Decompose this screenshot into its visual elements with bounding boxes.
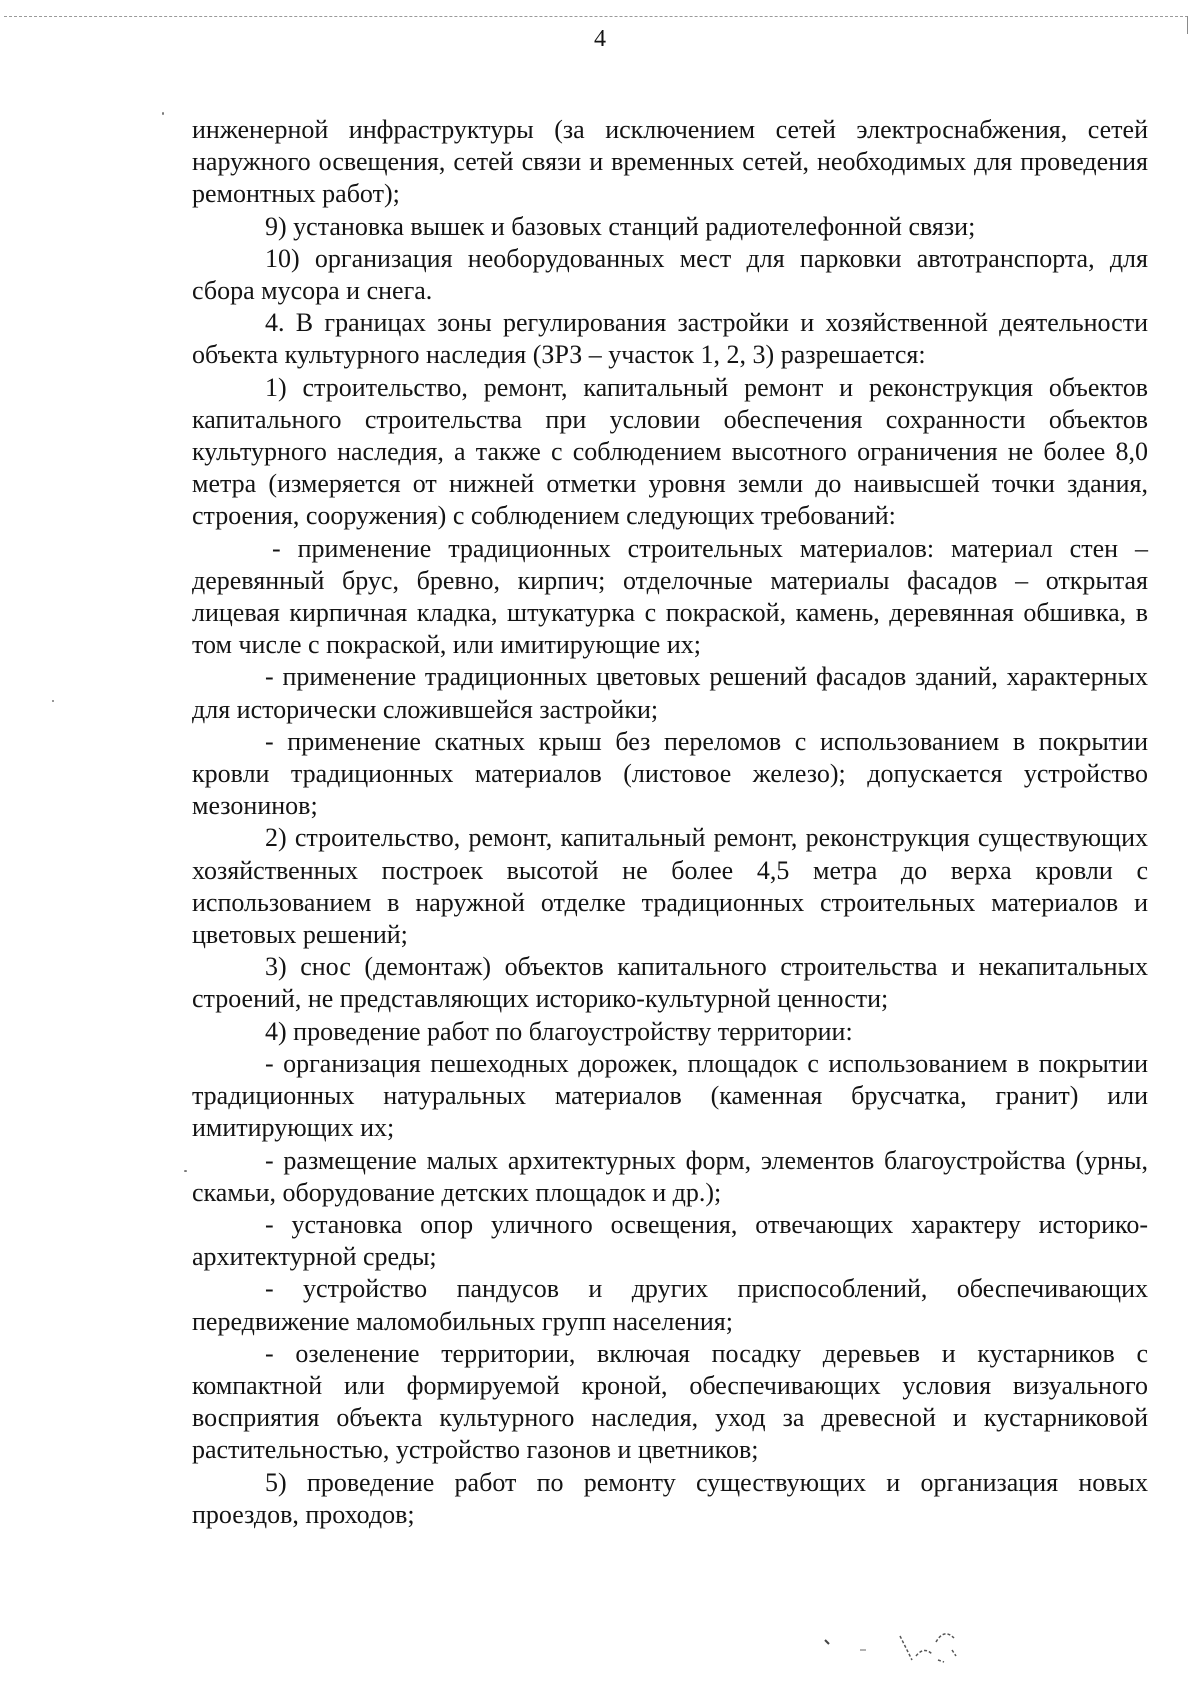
landscaping-greenery: - озеленение территории, включая посадку деревьев и кустарников с компактной или формируемой кроной, обеспечивающих условия визуального восприятия объекта культурного наследия, уход за древесной и кустарниковой растительностью, устройство газонов и цветников; (192, 1338, 1148, 1465)
landscaping-ramps: - устройство пандусов и других приспособлений, обеспечивающих передвижение маломобильных групп населения; (192, 1274, 1148, 1336)
permission-item-5: 5) проведение работ по ремонту существующих и организация новых проездов, проходов; (192, 1467, 1148, 1529)
requirement-colors: - применение традиционных цветовых решений фасадов зданий, характерных для исторически сложившейся застройки; (192, 662, 1148, 724)
scan-speck (184, 1170, 187, 1172)
list-item-10: 10) организация необорудованных мест для парковки автотранспорта, для сбора мусора и снега. (192, 243, 1148, 306)
page-number: 4 (594, 26, 606, 52)
landscaping-walkways: - организация пешеходных дорожек, площадок с использованием в покрытии традиционных натуральных материалов (каменная брусчатка, гранит) или имитирующих их; (192, 1048, 1148, 1143)
section-4-heading: 4. В границах зоны регулирования застройки и хозяйственной деятельности объекта культурного наследия (ЗРЗ – участок 1, 2, 3) разрешается: (192, 308, 1148, 370)
requirement-roofs: - применение скатных крыш без переломов с использованием в покрытии кровли традиционных материалов (листовое железо); допускается устройство мезонинов; (192, 726, 1148, 821)
landscaping-lighting: - установка опор уличного освещения, отвечающих характеру историко-архитектурной среды; (192, 1209, 1148, 1272)
landscaping-small-forms: - размещение малых архитектурных форм, элементов благоустройства (урны, скамьи, оборудование детских площадок и др.); (192, 1145, 1148, 1207)
scan-top-border (4, 16, 1188, 17)
paragraph-continuation: инженерной инфраструктуры (за исключением сетей электроснабжения, сетей наружного освещения, сетей связи и временных сетей, необходимых для проведения ремонтных работ); (192, 115, 1148, 209)
permission-item-1: 1) строительство, ремонт, капитальный ремонт и реконструкция объектов капитального строительства при условии обеспечения сохранности объектов культурного наследия, а также с соблюдением высотного ограничения не более 8,0 метра (измеряется от нижней отметки уровня земли до наивысшей точки здания, строения, сооружения) с соблюдением следующих требований: (192, 372, 1148, 531)
scan-scribble (820, 1620, 1000, 1670)
scan-speck (162, 112, 164, 115)
permission-item-2: 2) строительство, ремонт, капитальный ремонт, реконструкция существующих хозяйственных построек высотой не более 4,5 метра до верха кровли с использованием в наружной отделке традиционных строительных материалов и цветовых решений; (192, 823, 1148, 950)
permission-item-4: 4) проведение работ по благоустройству территории: (265, 1016, 853, 1046)
document-body (192, 114, 1148, 1531)
requirement-materials: - применение традиционных строительных материалов: материал стен – деревянный брус, бревно, кирпич; отделочные материалы фасадов – открытая лицевая кирпичная кладка, штукатурка с покраской, камень, деревянная обшивка, в том числе с покраской, или имитирующие их; (192, 533, 1148, 660)
permission-item-3: 3) снос (демонтаж) объектов капитального строительства и некапитальных строений, не представляющих историко-культурной ценности; (192, 952, 1148, 1014)
list-item-9: 9) установка вышек и базовых станций радиотелефонной связи; (265, 211, 976, 241)
scan-speck (52, 700, 54, 702)
